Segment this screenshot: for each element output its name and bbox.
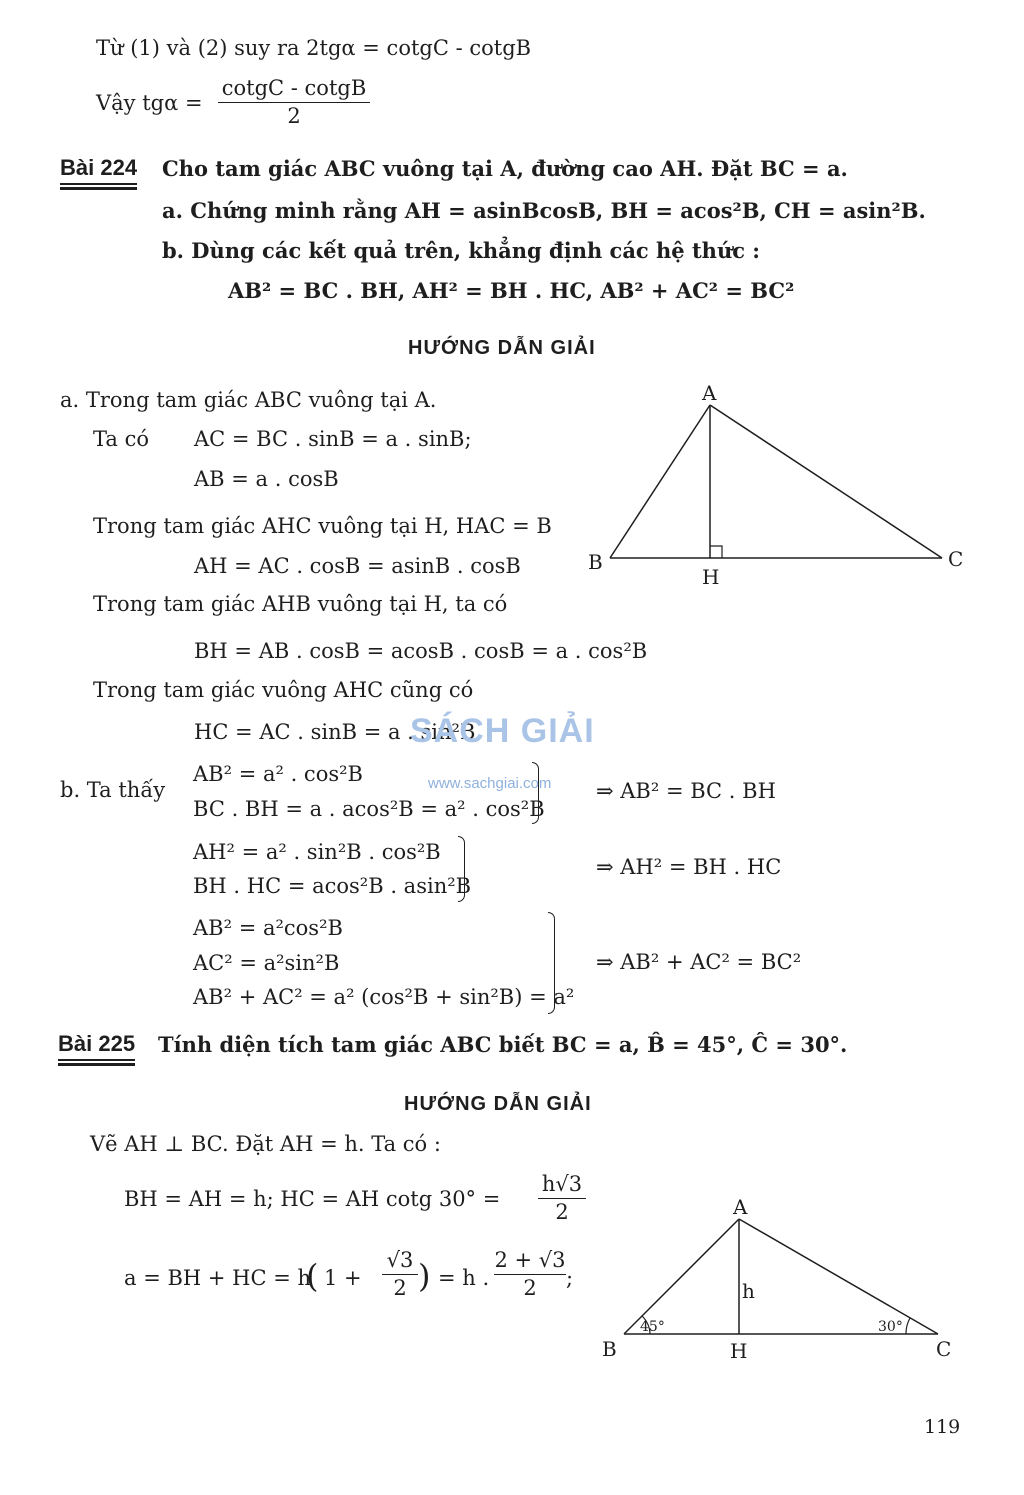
text-line: Ta có — [93, 427, 149, 451]
exercise-statement: Cho tam giác ABC vuông tại A, đường cao AH. Đặt BC = a. — [162, 156, 848, 181]
vertex-label: C — [936, 1337, 952, 1361]
formula: AB = a . cosB — [194, 467, 339, 491]
formula: a = BH + HC = h — [124, 1266, 312, 1290]
fraction — [538, 1174, 586, 1223]
formula: BC . BH = a . acos²B = a² . cos²B — [193, 797, 545, 821]
vertex-label: C — [948, 547, 964, 571]
page-number: 119 — [924, 1416, 961, 1438]
angle-label: 30° — [878, 1319, 903, 1335]
exercise-statement: Tính diện tích tam giác ABC biết BC = a, B̂ = 45°, Ĉ = 30°. — [158, 1032, 848, 1057]
triangle-figure — [590, 1195, 970, 1370]
exercise-label — [60, 155, 137, 181]
formula: 1 + — [324, 1266, 362, 1290]
text-line: b. Ta thấy — [60, 778, 166, 802]
angle-label: 45° — [640, 1319, 665, 1335]
formula: BH = AB . cosB = acosB . cosB = a . cos²B — [194, 639, 648, 663]
formula: BH . HC = acos²B . asin²B — [193, 874, 472, 898]
conclusion: ⇒ AB² = BC . BH — [596, 779, 776, 803]
relations: AB² = BC . BH, AH² = BH . HC, AB² + AC² = BC² — [228, 278, 795, 303]
formula: AB² = a²cos²B — [193, 916, 343, 940]
vertex-label: B — [588, 550, 603, 574]
exercise-label-text: Bài 224 — [60, 155, 138, 180]
guide-title: HƯỚNG DẪN GIẢI — [408, 337, 596, 359]
formula: HC = AC . sinB = a . sin²B — [194, 720, 476, 744]
paren-open: ( — [306, 1257, 319, 1295]
triangle-figure — [580, 380, 980, 590]
vertex-label: A — [702, 381, 717, 405]
brace — [548, 912, 555, 1014]
text-line: Vậy tgα = — [96, 91, 203, 115]
watermark-url: www.sachgiai.com — [428, 775, 552, 792]
numerator: cotgC - cotgB — [221, 76, 367, 100]
brace — [532, 762, 539, 824]
guide-title: HƯỚNG DẪN GIẢI — [404, 1093, 592, 1115]
watermark-brand: SÁCH GIẢI — [410, 712, 595, 750]
denominator: 2 — [393, 1276, 407, 1300]
formula: = h . — [438, 1266, 490, 1290]
denominator: 2 — [555, 1200, 569, 1224]
vertex-label: A — [733, 1195, 748, 1219]
paren-close: ) — [418, 1257, 431, 1295]
exercise-part-a: a. Chứng minh rằng AH = asinBcosB, BH = acos²B, CH = asin²B. — [162, 198, 926, 223]
numerator: h√3 — [541, 1172, 583, 1196]
exercise-label — [58, 1031, 135, 1057]
formula: AC² = a²sin²B — [193, 951, 340, 975]
text-line: Từ (1) và (2) suy ra 2tgα = cotgC - cotgB — [96, 36, 532, 60]
formula: AB² = a² . cos²B — [193, 762, 363, 786]
exercise-part-b: b. Dùng các kết quả trên, khẳng định các hệ thức : — [162, 238, 761, 263]
text-line: Trong tam giác vuông AHC cũng có — [93, 678, 474, 702]
exercise-label-text: Bài 225 — [58, 1031, 136, 1056]
numerator: 2 + √3 — [494, 1248, 566, 1272]
height-label: h — [742, 1279, 755, 1303]
brace — [458, 836, 465, 902]
vertex-label: H — [702, 565, 720, 589]
formula: AH² = a² . sin²B . cos²B — [193, 840, 441, 864]
text-line: a. Trong tam giác ABC vuông tại A. — [60, 388, 437, 412]
conclusion: ⇒ AB² + AC² = BC² — [596, 950, 802, 974]
vertex-label: B — [602, 1337, 617, 1361]
fraction — [218, 78, 370, 127]
text-line: Trong tam giác AHB vuông tại H, ta có — [93, 592, 508, 616]
text-line: Vẽ AH ⊥ BC. Đặt AH = h. Ta có : — [90, 1132, 441, 1156]
formula: AC = BC . sinB = a . sinB; — [194, 427, 472, 451]
conclusion: ⇒ AH² = BH . HC — [596, 855, 782, 879]
text-line: Trong tam giác AHC vuông tại H, HAC = B — [93, 514, 552, 538]
numerator: √3 — [386, 1248, 414, 1272]
denominator: 2 — [287, 104, 301, 128]
denominator: 2 — [523, 1276, 537, 1300]
fraction — [494, 1250, 566, 1299]
vertex-label: H — [730, 1339, 748, 1363]
formula: AH = AC . cosB = asinB . cosB — [194, 554, 521, 578]
formula: BH = AH = h; HC = AH cotg 30° = — [124, 1187, 501, 1211]
fraction — [382, 1250, 418, 1299]
formula: AB² + AC² = a² (cos²B + sin²B) = a² — [193, 985, 575, 1009]
punctuation: ; — [566, 1266, 574, 1290]
